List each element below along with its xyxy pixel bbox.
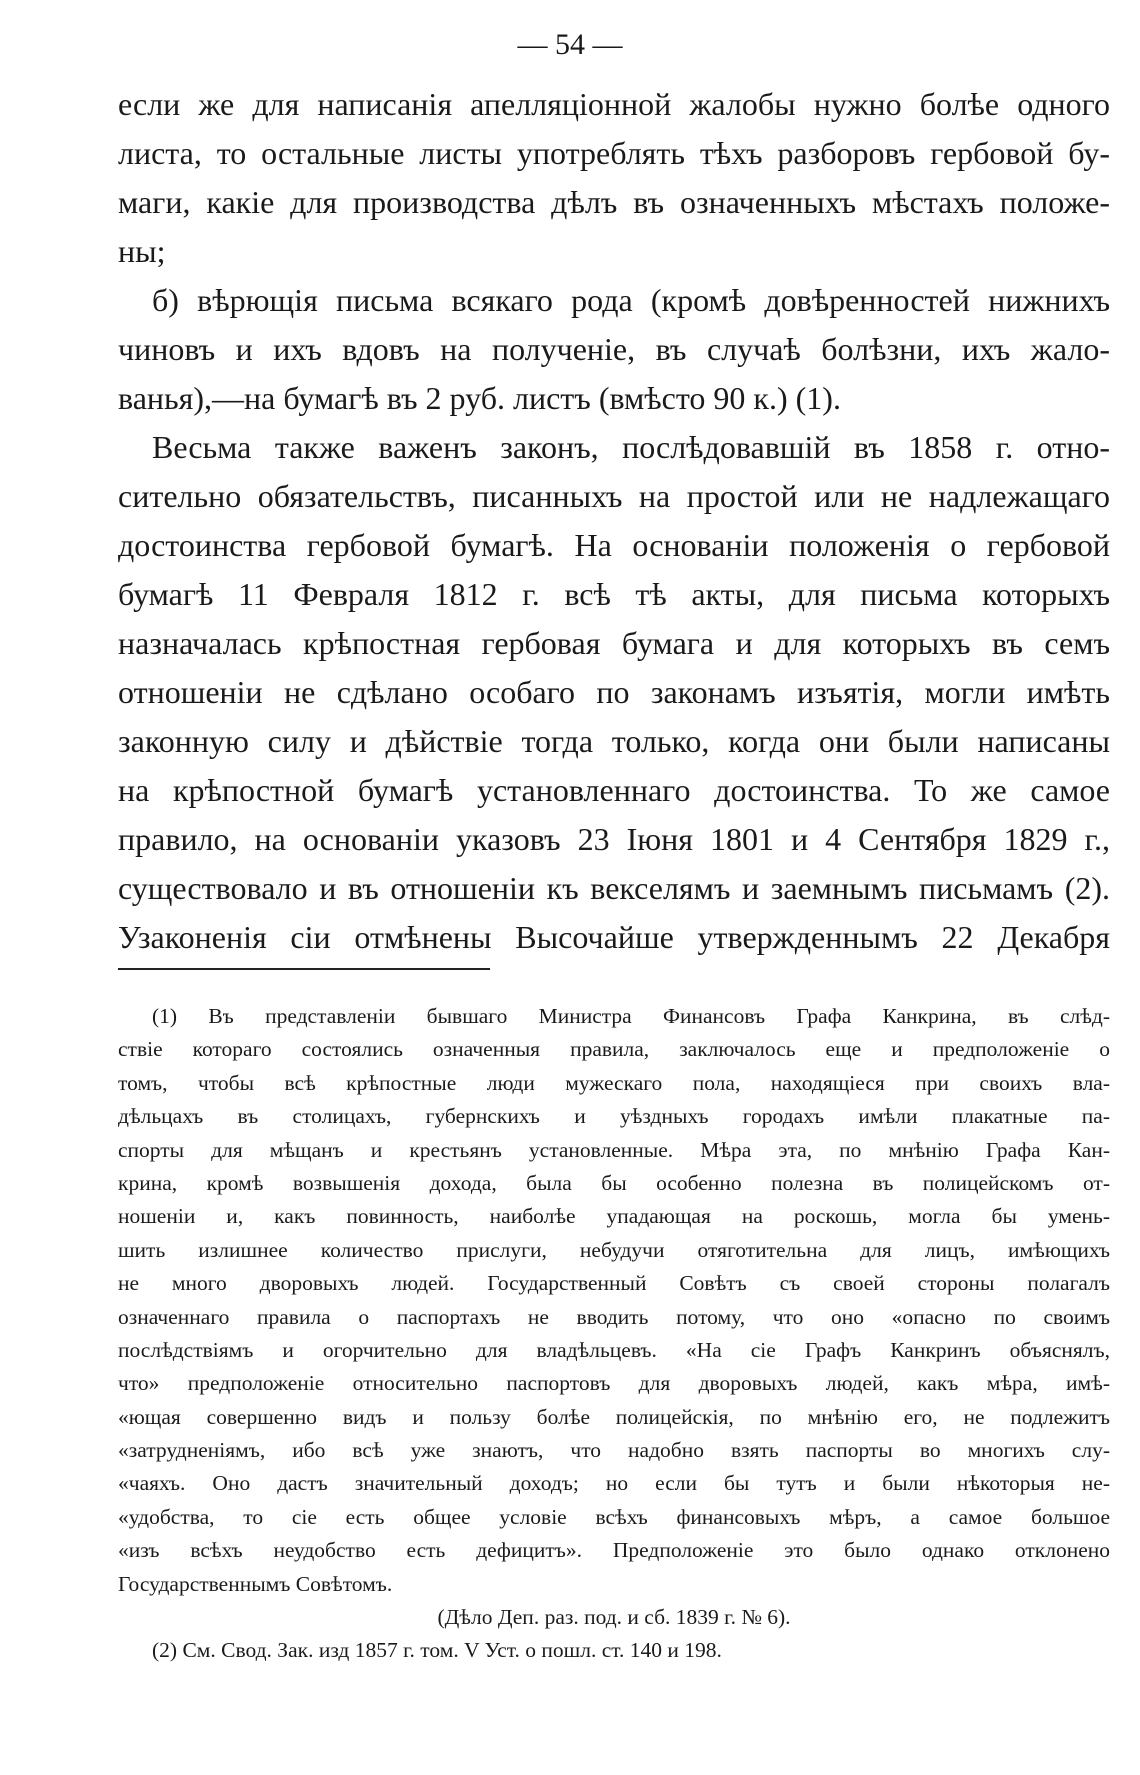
footnote-line: «затрудненіямъ, ибо всѣ уже знаютъ, что надобно взять паспорты во многихъ слу- <box>118 1438 1110 1463</box>
footnote-line: Государственнымъ Совѣтомъ. <box>118 1571 393 1596</box>
text-line: сительно обязательствъ, писанныхъ на простой или не надлежащаго <box>118 478 1110 514</box>
text-line: если же для написанія апелляціонной жалобы нужно болѣе одного <box>118 86 1110 122</box>
footnote-line: томъ, чтобы всѣ крѣпостные люди мужескаго пола, находящіеся при своихъ вла- <box>118 1070 1110 1095</box>
footnote-line: «чаяхъ. Оно дастъ значительный доходъ; но если бы тутъ и были нѣкоторыя не- <box>118 1471 1110 1496</box>
footnote-line: ношеніи и, какъ повинность, наиболѣе упадающая на роскошь, могла бы умень- <box>118 1204 1110 1229</box>
text-line: чиновъ и ихъ вдовъ на полученіе, въ случаѣ болѣзни, ихъ жало- <box>118 331 1110 367</box>
footnote-line: крина, кромѣ возвышенія дохода, была бы особенно полезна въ полицейскомъ от- <box>118 1170 1110 1195</box>
footnote-line: послѣдствіямъ и огорчительно для владѣльцевъ. «На сіе Графъ Канкринъ объяснялъ, <box>118 1337 1110 1362</box>
footnote-source: (Дѣло Деп. раз. под. и сб. 1839 г. № 6). <box>437 1605 791 1630</box>
page-number: — 54 — <box>517 28 623 61</box>
footnote-line: «удобства, то сіе есть общее условіе всѣхъ финансовыхъ мѣръ, а самое большое <box>118 1504 1110 1529</box>
footnote-line: (1) Въ представленіи бывшаго Министра Финансовъ Графа Канкрина, въ слѣд- <box>152 1004 1110 1028</box>
text-line: б) вѣрющія письма всякаго рода (кромѣ довѣренностей нижнихъ <box>152 282 1110 318</box>
text-line: маги, какіе для производства дѣлъ въ означенныхъ мѣстахъ положе- <box>118 184 1110 220</box>
text-line: ванья),—на бумагѣ въ 2 руб. листъ (вмѣсто 90 к.) (1). <box>118 380 841 416</box>
text-line: листа, то остальные листы употреблять тѣхъ разборовъ гербовой бу- <box>118 135 1110 171</box>
text-line: ны; <box>118 233 166 269</box>
footnote-line: спорты для мѣщанъ и крестьянъ установленные. Мѣра эта, по мнѣнію Графа Кан- <box>118 1137 1110 1162</box>
text-line: Весьма также важенъ законъ, послѣдовавшій въ 1858 г. отно- <box>152 429 1110 465</box>
text-line: законную силу и дѣйствіе тогда только, когда они были написаны <box>118 723 1110 759</box>
footnote-line: шить излишнее количество прислуги, небудучи отяготительна для лицъ, имѣющихъ <box>118 1237 1110 1262</box>
footnote-line: что» предположеніе относительно паспортовъ для дворовыхъ людей, какъ мѣра, имѣ- <box>118 1371 1110 1396</box>
main-text <box>118 80 1110 962</box>
footnote-line: дѣльцахъ въ столицахъ, губернскихъ и уѣздныхъ городахъ имѣли плакатные па- <box>118 1104 1110 1129</box>
text-line: достоинства гербовой бумагѣ. На основаніи положенія о гербовой <box>118 527 1110 563</box>
text-line: отношеніи не сдѣлано особаго по законамъ изъятія, могли имѣть <box>118 674 1110 710</box>
footnote-line: ствіе котораго состоялись означенныя правила, заключалось еще и предположеніе о <box>118 1037 1110 1062</box>
footnotes <box>118 1000 1110 1668</box>
footnote-divider <box>118 968 490 970</box>
footnote-line: не много дворовыхъ людей. Государственный Совѣтъ съ своей стороны полагалъ <box>118 1271 1110 1296</box>
text-line: на крѣпостной бумагѣ установленнаго достоинства. То же самое <box>118 772 1110 808</box>
footnote-line: означеннаго правила о паспортахъ не вводить потому, что оно «опасно по своимъ <box>118 1304 1110 1329</box>
text-line: существовало и въ отношеніи къ векселямъ и заемнымъ письмамъ (2). <box>118 870 1110 906</box>
footnote-line: «ющая совершенно видъ и пользу болѣе полицейскія, по мнѣнію его, не подлежитъ <box>118 1404 1110 1429</box>
footnote-2: (2) См. Свод. Зак. изд 1857 г. том. V Уст. о пошл. ст. 140 и 198. <box>152 1638 722 1663</box>
text-line: правило, на основаніи указовъ 23 Іюня 1801 и 4 Сентября 1829 г., <box>118 821 1110 857</box>
text-line: Узаконенія сіи отмѣнены Высочайше утвержденнымъ 22 Декабря <box>118 919 1110 955</box>
text-line: бумагѣ 11 Февраля 1812 г. всѣ тѣ акты, для письма которыхъ <box>118 576 1110 612</box>
footnote-line: «изъ всѣхъ неудобство есть дефицитъ». Предположеніе это было однако отклонено <box>118 1538 1110 1563</box>
text-line: назначалась крѣпостная гербовая бумага и для которыхъ въ семъ <box>118 625 1110 661</box>
